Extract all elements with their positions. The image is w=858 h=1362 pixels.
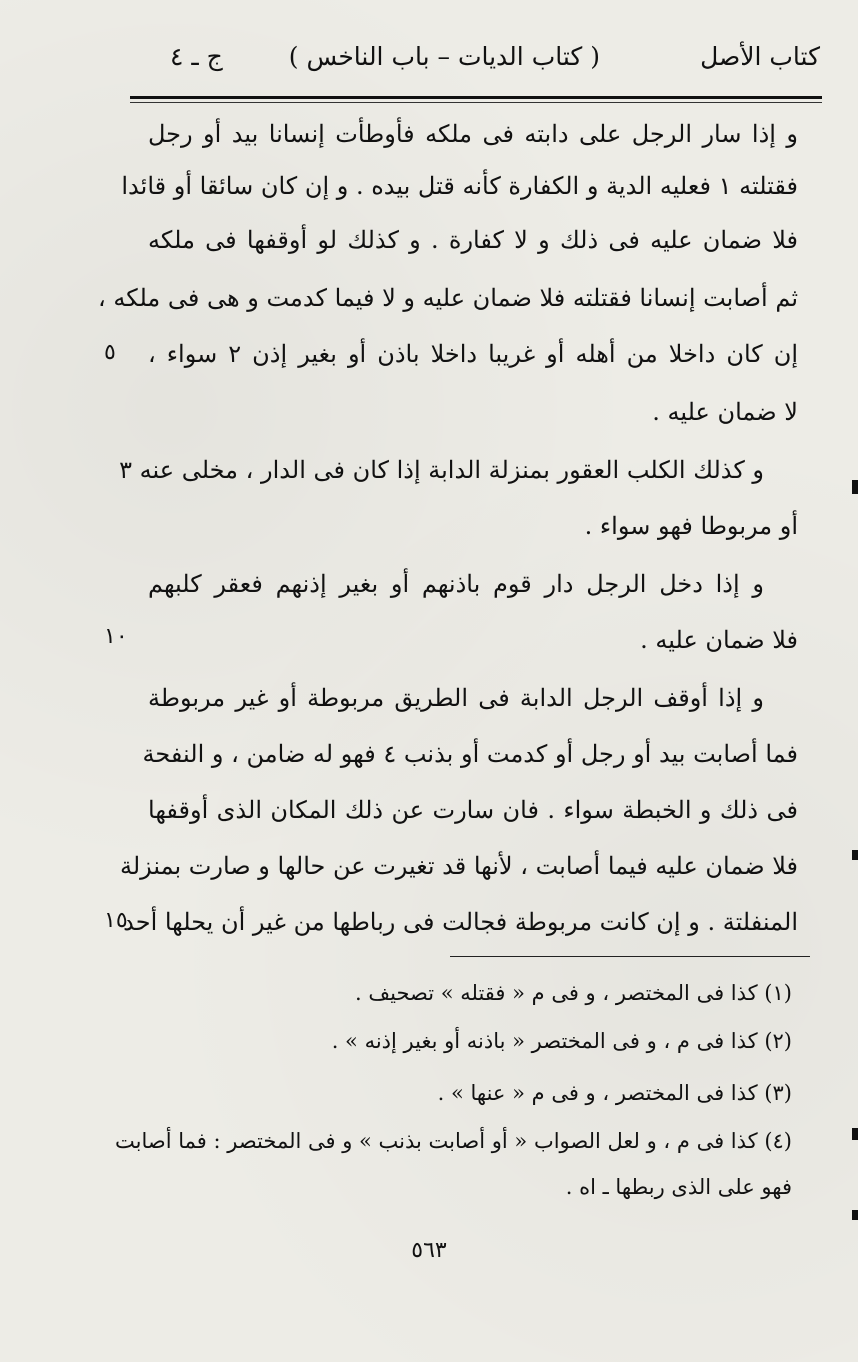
- footnote-rule: [450, 956, 810, 957]
- page-number: ٥٦٣: [411, 1238, 447, 1263]
- text-line: و إذا دخل الرجل دار قوم باذنهم أو بغير إذنهم فعقر كلبهم: [148, 570, 765, 598]
- text-line: فى ذلك و الخبطة سواء . فان سارت عن ذلك المكان الذى أوقفها: [148, 796, 798, 824]
- book-title: كتاب الأصل: [700, 42, 820, 71]
- scan-edge-mark: [852, 850, 858, 860]
- running-header: [130, 42, 820, 90]
- text-line: فما أصابت بيد أو رجل أو كدمت أو بذنب ٤ فهو له ضامن ، و النفحة: [142, 740, 798, 768]
- header-rule-thin: [130, 102, 822, 103]
- scan-edge-mark: [852, 480, 858, 494]
- footnote: (٣) كذا فى المختصر ، و فى م « عنها » .: [437, 1081, 792, 1105]
- footnote-continuation: فهو على الذى ربطها ـ اه .: [565, 1175, 792, 1199]
- line-number: ١٥: [104, 908, 128, 933]
- text-line: فلا ضمان عليه فى ذلك و لا كفارة . و كذلك لو أوقفها فى ملكه: [148, 226, 798, 254]
- text-line: و إذا أوقف الرجل الدابة فى الطريق مربوطة أو غير مربوطة: [148, 684, 764, 712]
- line-number: ١٠: [104, 624, 128, 649]
- footnote: (١) كذا فى المختصر ، و فى م « فقتله » تصحيف .: [355, 981, 792, 1005]
- text-line: و كذلك الكلب العقور بمنزلة الدابة إذا كان فى الدار ، مخلى عنه ٣: [119, 456, 764, 484]
- scan-edge-mark: [852, 1128, 858, 1140]
- line-number: ٥: [104, 340, 116, 365]
- section-title: ( كتاب الديات – باب الناخس ): [288, 42, 600, 71]
- header-rule: [130, 96, 822, 99]
- text-line: فلا ضمان عليه فيما أصابت ، لأنها قد تغيرت عن حالها و صارت بمنزلة: [119, 852, 798, 880]
- text-line: فلا ضمان عليه .: [640, 626, 798, 654]
- text-line: المنفلتة . و إن كانت مربوطة فجالت فى رباطها من غير أن يحلها أحد: [123, 908, 798, 936]
- footnote: (٤) كذا فى م ، و لعل الصواب « أو أصابت بذنب » و فى المختصر : فما أصابت: [115, 1129, 792, 1153]
- footnote: (٢) كذا فى م ، و فى المختصر « باذنه أو بغير إذنه » .: [331, 1029, 792, 1053]
- text-line: إن كان داخلا من أهله أو غريبا داخلا باذن أو بغير إذن ٢ سواء ،: [148, 340, 798, 368]
- text-line: أو مربوطا فهو سواء .: [584, 512, 798, 540]
- text-line: و إذا سار الرجل على دابته فى ملكه فأوطأت إنسانا بيد أو رجل: [148, 120, 798, 148]
- text-line: لا ضمان عليه .: [652, 398, 798, 426]
- volume-label: ج ـ ٤: [170, 42, 223, 71]
- text-line: فقتلته ١ فعليه الدية و الكفارة كأنه قتل بيده . و إن كان سائقا أو قائدا: [121, 172, 798, 200]
- scan-edge-mark: [852, 1210, 858, 1220]
- text-line: ثم أصابت إنسانا فقتلته فلا ضمان عليه و لا فيما كدمت و هى فى ملكه ،: [97, 284, 798, 312]
